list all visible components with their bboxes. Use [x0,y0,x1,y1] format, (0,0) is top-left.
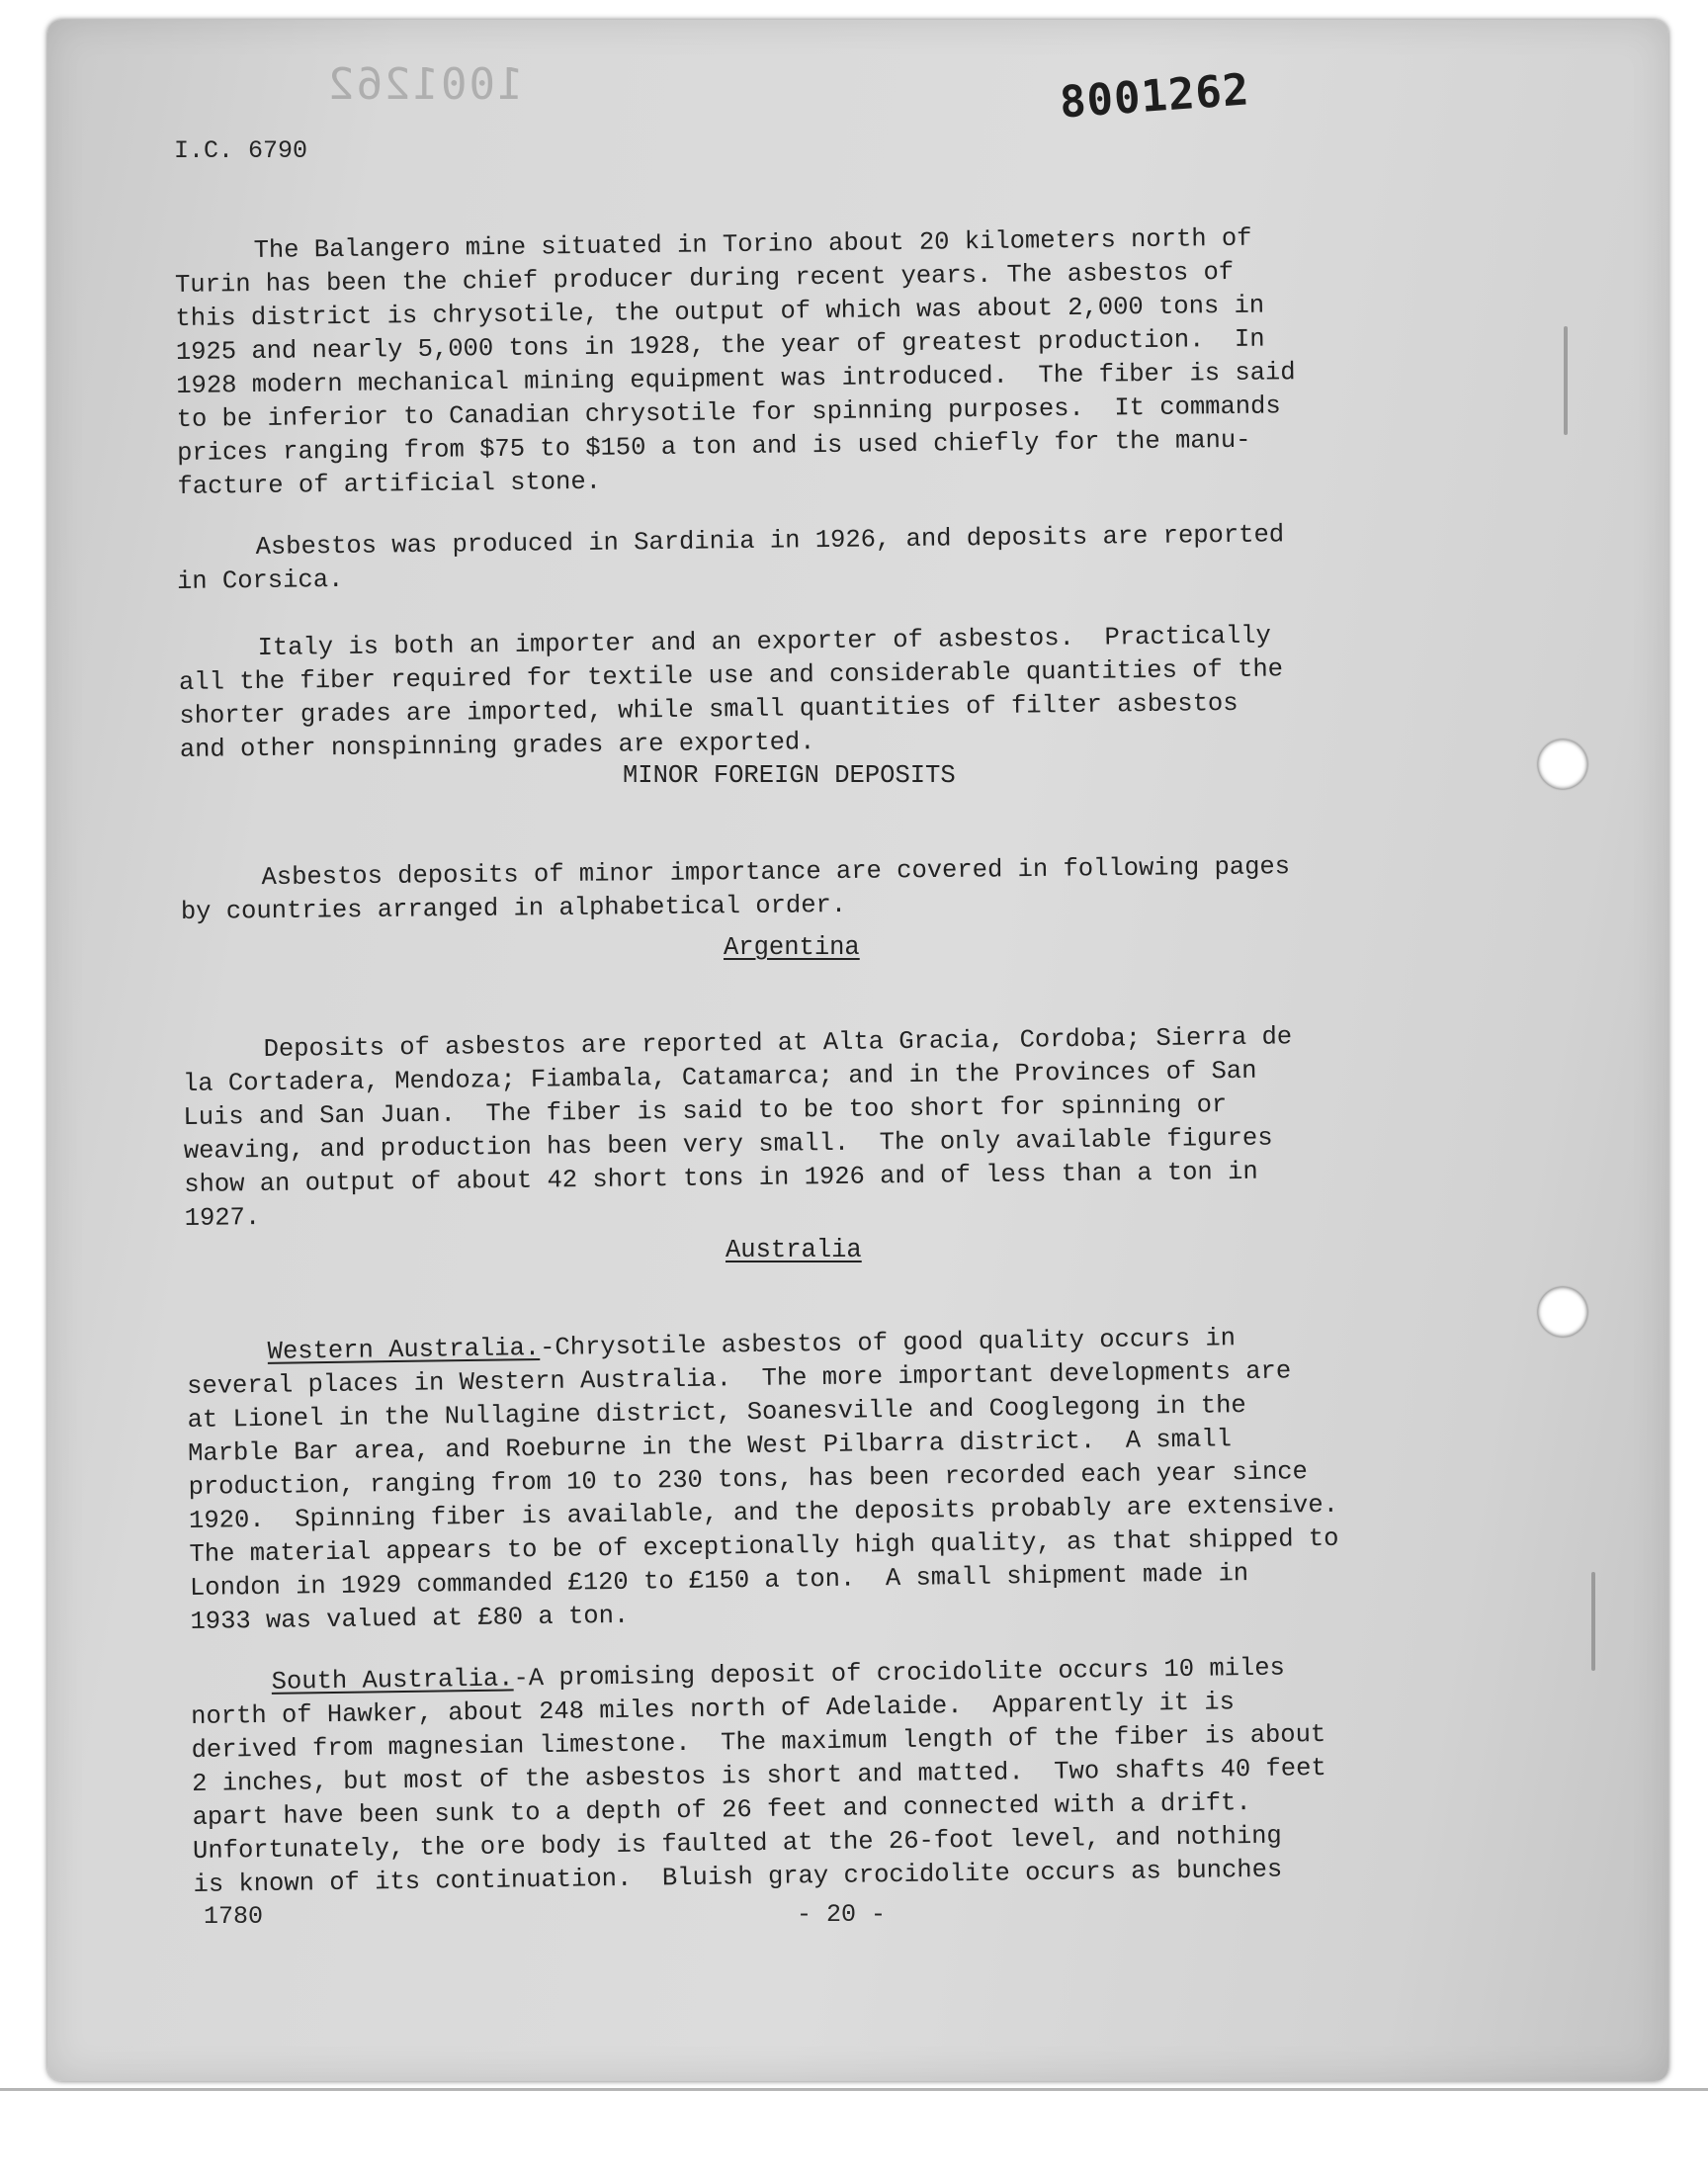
section-heading-australia: Australia [726,1236,862,1264]
text-line-rest: -Chrysotile asbestos of good quality occurs in [539,1324,1237,1363]
text-line: la Cortadera, Mendoza; Fiambala, Catamarca; and in the Provinces of San [182,1056,1257,1098]
text-line: weaving, and production has been very small. The only available figures [183,1123,1273,1166]
text-line: 1925 and nearly 5,000 tons in 1928, the year of greatest production. In [175,324,1265,367]
text-line: in Corsica. [176,565,344,596]
text-line: to be inferior to Canadian chrysotile for spinning purposes. It commands [176,392,1281,434]
text-line: London in 1929 commanded £120 to £150 a ton. A small shipment made in [189,1559,1249,1603]
staple-mark-lower [1591,1572,1595,1671]
text-line: at Lionel in the Nullagine district, Soanesville and Cooglegong in the [187,1391,1246,1435]
text-line-rest: -A promising deposit of crocidolite occurs 10 miles [513,1653,1286,1694]
text-line: 1920. Spinning fiber is available, and the deposits probably are extensive. [188,1490,1339,1535]
text-line: prices ranging from $75 to $150 a ton and is used chiefly for the manu- [176,425,1251,468]
text-line: and other nonspinning grades are exported. [179,728,815,764]
text-line: all the fiber required for textile use and considerable quantities of the [178,654,1284,697]
paragraph-western-australia [186,1287,1340,1673]
text-line: this district is chrysotile, the output of which was about 2,000 tons in [175,291,1265,333]
text-line: 2 inches, but most of the asbestos is short and matted. Two shafts 40 feet [191,1753,1326,1798]
text-line: The material appears to be of exceptionally high quality, as that shipped to [189,1523,1339,1569]
text-line: Unfortunately, the ore body is faulted at the 26-foot level, and nothing [192,1821,1282,1866]
bleed-through-number: 1001262 [326,59,524,110]
section-heading-argentina: Argentina [724,933,860,962]
subheading-western-australia: Western Australia. [267,1334,541,1366]
section-heading-minor-foreign-deposits: MINOR FOREIGN DEPOSITS [623,761,956,790]
text-line: Turin has been the chief producer during recent years. The asbestos of [174,257,1235,300]
page-number: - 20 - [797,1900,887,1929]
text-line: several places in Western Australia. The more important developments are [186,1356,1292,1401]
paragraph-balangero-mine [174,188,1297,538]
text-line: Asbestos was produced in Sardinia in 1926, and deposits are reported [255,520,1285,563]
text-line: production, ranging from 10 to 230 tons, has been recorded each year since [188,1457,1309,1502]
text-line: is known of its continuation. Bluish gray crocidolite occurs as bunches [193,1855,1283,1899]
text-line: Italy is both an importer and an exporter of asbestos. Practically [257,621,1271,663]
text-line: The Balangero mine situated in Torino about 20 kilometers north of [253,223,1252,266]
staple-mark-upper [1564,326,1568,435]
punch-hole-lower [1538,1287,1587,1337]
text-line: derived from magnesian limestone. The maximum length of the fiber is about [191,1719,1326,1765]
footer-reference-number: 1780 [204,1902,264,1931]
text-line: apart have been sunk to a depth of 26 feet and connected with a drift. [192,1788,1251,1832]
text-line: 1927. [184,1203,261,1233]
text-line: 1933 was valued at £80 a ton. [190,1601,630,1636]
paragraph-south-australia [190,1617,1328,1936]
text-line: north of Hawker, about 248 miles north of Adelaide. Apparently it is [190,1688,1236,1731]
text-line: Deposits of asbestos are reported at Alta Gracia, Cordoba; Sierra de [263,1022,1293,1064]
punch-hole-upper [1538,740,1587,789]
document-id: I.C. 6790 [174,136,308,165]
stamped-document-number: 8001262 [1058,64,1251,129]
text-line: 1928 modern mechanical mining equipment was introduced. The fiber is said [176,358,1296,400]
scan-bottom-edge [0,2088,1708,2091]
text-line: facture of artificial stone. [177,467,602,501]
text-line: by countries arranged in alphabetical order. [180,890,847,926]
text-line: Marble Bar area, and Roeburne in the West Pilbarra district. A small [187,1425,1233,1468]
text-line: Luis and San Juan. The fiber is said to be too short for spinning or [183,1090,1228,1132]
text-line: show an output of about 42 short tons in 1926 and of less than a ton in [184,1157,1258,1199]
paragraph-argentina [182,987,1295,1269]
text-line: shorter grades are imported, while small quantities of filter asbestos [179,688,1238,731]
subheading-south-australia: South Australia. [271,1664,514,1696]
text-line: Asbestos deposits of minor importance are covered in following pages [261,852,1291,893]
